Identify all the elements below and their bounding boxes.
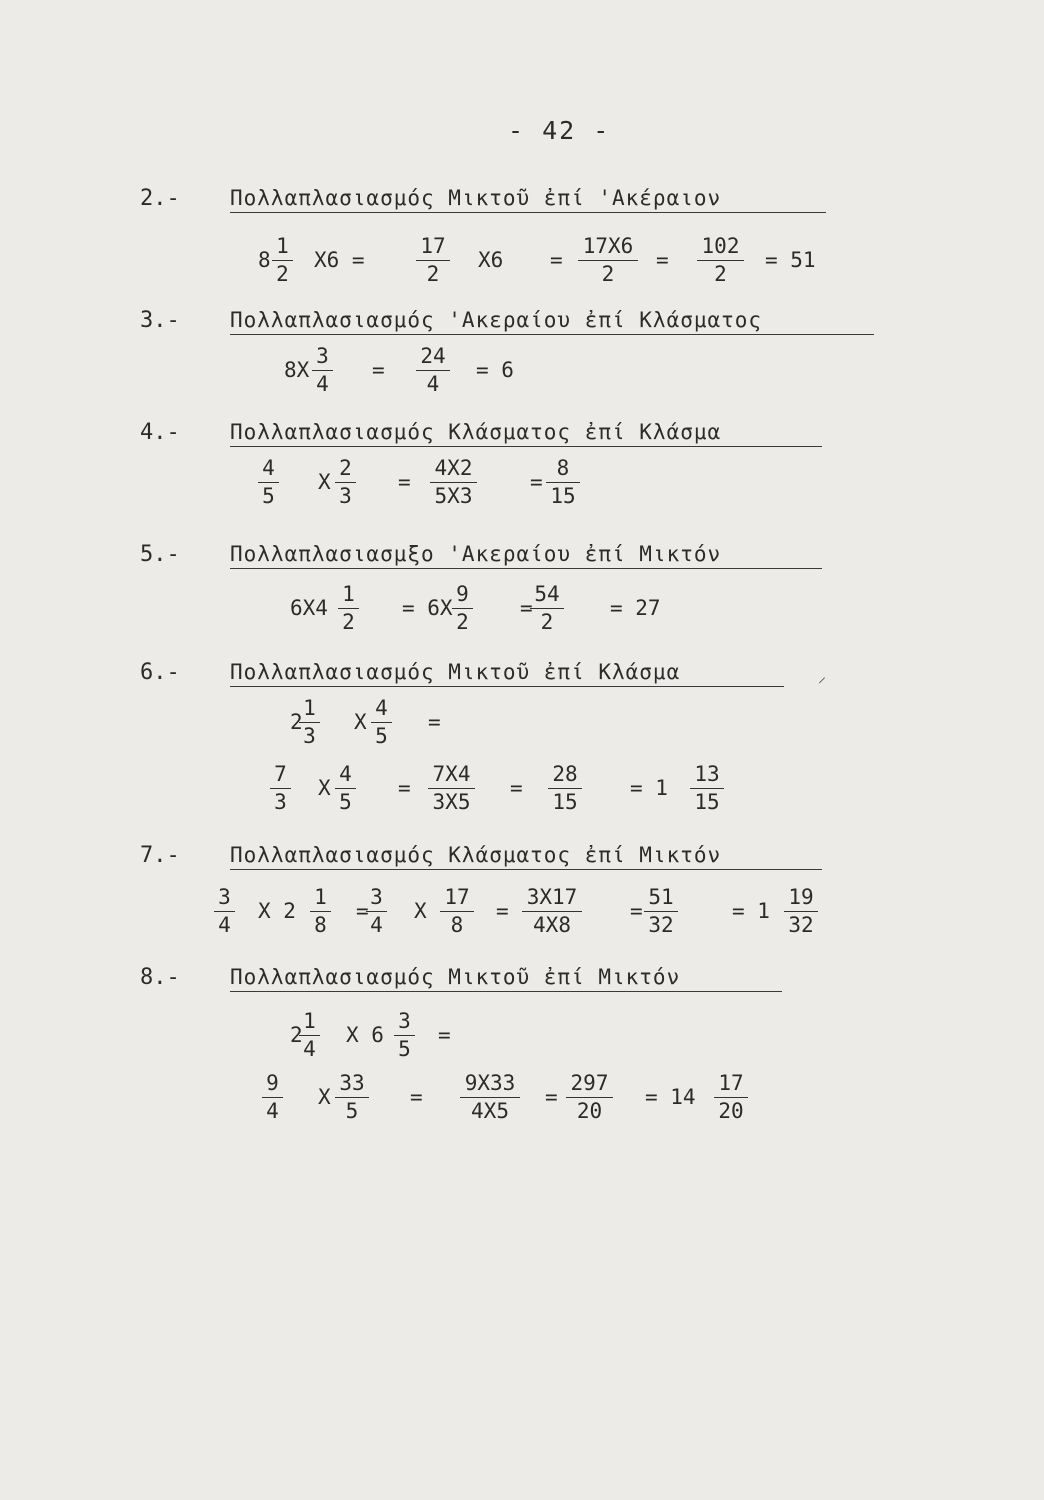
equation-line — [0, 454, 900, 510]
fraction-numerator: 17X6 — [582, 234, 634, 258]
fraction-bar — [690, 788, 724, 789]
fraction-bar — [566, 1097, 613, 1098]
fraction — [270, 232, 295, 288]
fraction-bar — [428, 788, 475, 789]
fraction-denominator: 20 — [718, 1099, 744, 1123]
equation-term: = 1 — [732, 899, 770, 923]
fraction-denominator: 3 — [274, 790, 287, 814]
fraction-denominator: 5 — [398, 1037, 411, 1061]
fraction — [450, 580, 475, 636]
equation-term: = — [398, 776, 411, 800]
exercise-number: 6.- — [140, 660, 180, 685]
fraction — [212, 883, 237, 939]
fraction-bar — [366, 911, 387, 912]
exercise-title: Πολλαπλασιασμός Μικτοῦ ἐπί 'Ακέραιον — [230, 186, 826, 213]
equation-term: = 1 — [630, 776, 668, 800]
fraction-numerator: 1 — [303, 1009, 316, 1033]
fraction-denominator: 4 — [303, 1037, 316, 1061]
fraction — [333, 760, 358, 816]
equation-term: 2 — [290, 710, 303, 734]
fraction-numerator: 17 — [444, 885, 470, 909]
fraction — [438, 883, 476, 939]
fraction-numerator: 1 — [303, 696, 316, 720]
fraction — [414, 232, 452, 288]
fraction-bar — [548, 788, 582, 789]
fraction-denominator: 2 — [342, 610, 355, 634]
fraction-bar — [270, 788, 291, 789]
equation-term: = 27 — [610, 596, 661, 620]
fraction-bar — [452, 608, 473, 609]
page-number: - 42 - — [508, 116, 611, 145]
fraction-denominator: 5 — [375, 724, 388, 748]
fraction-bar — [310, 911, 331, 912]
fraction-denominator: 3X5 — [432, 790, 471, 814]
fraction-numerator: 4 — [262, 456, 275, 480]
equation-line — [0, 760, 900, 816]
equation-term: 2 — [290, 1023, 303, 1047]
fraction-denominator: 4 — [316, 372, 329, 396]
fraction-bar — [371, 722, 392, 723]
equation-line — [0, 883, 900, 939]
fraction-denominator: 3 — [339, 484, 352, 508]
equation-term: = — [356, 899, 369, 923]
fraction-bar — [258, 482, 279, 483]
fraction-numerator: 3 — [398, 1009, 411, 1033]
fraction-numerator: 102 — [701, 234, 740, 258]
fraction-denominator: 4X5 — [471, 1099, 509, 1123]
fraction — [333, 454, 358, 510]
fraction-numerator: 28 — [552, 762, 578, 786]
fraction-numerator: 1 — [276, 234, 289, 258]
equation-term: = 51 — [765, 248, 816, 272]
fraction-denominator: 5X3 — [434, 484, 473, 508]
equation-term: X — [354, 710, 367, 734]
fraction-denominator: 5 — [339, 790, 352, 814]
fraction-denominator: 2 — [540, 610, 554, 634]
fraction-denominator: 5 — [262, 484, 275, 508]
equation-term: = — [545, 1085, 558, 1109]
exercise-number: 2.- — [140, 186, 180, 211]
exercise-title: Πολλαπλασιασμός Κλάσματος ἐπί Κλάσμα — [230, 420, 822, 447]
fraction — [688, 760, 726, 816]
fraction-numerator: 4 — [339, 762, 352, 786]
equation-term: X6 = — [314, 248, 365, 272]
equation-term: = — [438, 1023, 451, 1047]
equation-term: = — [656, 248, 669, 272]
equation-term: = — [630, 899, 643, 923]
fraction — [297, 694, 322, 750]
equation-term: X — [318, 470, 331, 494]
fraction-bar — [784, 911, 818, 912]
fraction — [364, 883, 389, 939]
equation-term: = 6X — [402, 596, 453, 620]
fraction-bar — [416, 370, 450, 371]
equation-term: = — [428, 710, 441, 734]
fraction — [414, 342, 452, 398]
fraction — [528, 580, 566, 636]
fraction — [544, 454, 582, 510]
fraction-bar — [272, 260, 293, 261]
fraction — [392, 1007, 417, 1063]
equation-line — [0, 1007, 900, 1063]
fraction-bar — [460, 1097, 520, 1098]
equation-line — [0, 694, 900, 750]
exercise-number: 8.- — [140, 965, 180, 990]
fraction-bar — [714, 1097, 748, 1098]
exercise-number: 7.- — [140, 843, 180, 868]
fraction — [369, 694, 394, 750]
fraction-bar — [312, 370, 333, 371]
equation-term: 8X — [284, 358, 310, 382]
equation-line — [0, 342, 900, 398]
fraction-numerator: 24 — [420, 344, 446, 368]
equation-term: X 2 — [258, 899, 296, 923]
fraction-numerator: 17 — [420, 234, 446, 258]
equation-term: X — [318, 1085, 331, 1109]
fraction — [576, 232, 640, 288]
fraction-numerator: 2 — [339, 456, 352, 480]
fraction-numerator: 9 — [266, 1071, 279, 1095]
fraction-numerator: 1 — [342, 582, 355, 606]
fraction — [268, 760, 293, 816]
equation-term: X 6 — [346, 1023, 384, 1047]
fraction-numerator: 297 — [570, 1071, 609, 1095]
fraction-numerator: 1 — [314, 885, 327, 909]
margin-mark: ⸝ — [818, 667, 827, 686]
fraction-numerator: 13 — [694, 762, 720, 786]
fraction-denominator: 15 — [550, 484, 576, 508]
fraction — [695, 232, 746, 288]
fraction-numerator: 3X17 — [526, 885, 578, 909]
exercise-title: Πολλαπλασιασμός Μικτοῦ ἐπί Κλάσμα — [230, 660, 784, 687]
fraction — [308, 883, 333, 939]
fraction-bar — [335, 788, 356, 789]
equation-term: = — [372, 358, 385, 382]
fraction — [642, 883, 680, 939]
fraction-denominator: 2 — [714, 262, 727, 286]
fraction-numerator: 9 — [456, 582, 469, 606]
fraction-denominator: 8 — [314, 913, 327, 937]
equation-term: X6 — [478, 248, 504, 272]
fraction-bar — [440, 911, 474, 912]
fraction-denominator: 5 — [345, 1099, 359, 1123]
fraction-denominator: 4 — [266, 1099, 279, 1123]
fraction-denominator: 2 — [456, 610, 469, 634]
fraction-numerator: 17 — [718, 1071, 744, 1095]
fraction-numerator: 9X33 — [464, 1071, 516, 1095]
fraction-bar — [335, 1097, 369, 1098]
fraction-numerator: 33 — [339, 1071, 365, 1095]
fraction — [333, 1069, 371, 1125]
fraction — [260, 1069, 285, 1125]
fraction-denominator: 3 — [303, 724, 316, 748]
equation-term: = — [496, 899, 509, 923]
fraction-bar — [644, 911, 678, 912]
equation-line — [0, 232, 900, 288]
fraction-numerator: 3 — [218, 885, 231, 909]
fraction-denominator: 4X8 — [533, 913, 571, 937]
fraction-denominator: 4 — [218, 913, 231, 937]
equation-line — [0, 1069, 900, 1125]
fraction — [458, 1069, 522, 1125]
fraction-denominator: 8 — [450, 913, 464, 937]
fraction-bar — [338, 608, 359, 609]
fraction-denominator: 2 — [601, 262, 615, 286]
fraction-denominator: 2 — [276, 262, 289, 286]
exercise-title: Πολλαπλασιασμός Κλάσματος ἐπί Μικτόν — [230, 843, 822, 870]
fraction-numerator: 7 — [274, 762, 287, 786]
fraction-bar — [214, 911, 235, 912]
fraction-numerator: 4X2 — [434, 456, 473, 480]
fraction — [336, 580, 361, 636]
fraction-denominator: 32 — [788, 913, 814, 937]
fraction-denominator: 20 — [576, 1099, 603, 1123]
equation-term: = 6 — [476, 358, 514, 382]
exercise-number: 4.- — [140, 420, 180, 445]
fraction-denominator: 2 — [426, 262, 440, 286]
fraction-numerator: 8 — [556, 456, 570, 480]
fraction-denominator: 4 — [370, 913, 383, 937]
equation-term: = — [530, 470, 543, 494]
equation-term: = 14 — [645, 1085, 696, 1109]
fraction-numerator: 3 — [316, 344, 329, 368]
fraction-bar — [697, 260, 744, 261]
fraction-denominator: 15 — [694, 790, 720, 814]
fraction-bar — [522, 911, 582, 912]
fraction — [297, 1007, 322, 1063]
fraction-bar — [299, 1035, 320, 1036]
fraction-numerator: 3 — [370, 885, 383, 909]
fraction-bar — [299, 722, 320, 723]
equation-term: 6X4 — [290, 596, 328, 620]
fraction — [310, 342, 335, 398]
exercise-title: Πολλαπλασιασμξο 'Ακεραίου ἐπί Μικτόν — [230, 542, 822, 569]
fraction-bar — [335, 482, 356, 483]
fraction-denominator: 4 — [426, 372, 440, 396]
equation-term: = — [398, 470, 411, 494]
equation-term: X — [318, 776, 331, 800]
equation-term: = — [510, 776, 523, 800]
fraction-bar — [416, 260, 450, 261]
fraction-bar — [394, 1035, 415, 1036]
fraction-bar — [546, 482, 580, 483]
fraction-denominator: 15 — [552, 790, 578, 814]
equation-line — [0, 580, 900, 636]
exercise-number: 3.- — [140, 308, 180, 333]
fraction — [426, 760, 477, 816]
equation-term: = — [410, 1085, 423, 1109]
fraction — [546, 760, 584, 816]
fraction — [428, 454, 479, 510]
exercise-title: Πολλαπλασιασμός Μικτοῦ ἐπί Μικτόν — [230, 965, 782, 992]
fraction-numerator: 54 — [534, 582, 560, 606]
equation-term: 8 — [258, 248, 271, 272]
fraction-bar — [578, 260, 638, 261]
equation-term: = — [520, 596, 533, 620]
fraction-bar — [262, 1097, 283, 1098]
exercise-number: 5.- — [140, 542, 180, 567]
fraction-numerator: 4 — [375, 696, 388, 720]
fraction — [564, 1069, 615, 1125]
fraction-denominator: 32 — [648, 913, 674, 937]
fraction — [782, 883, 820, 939]
fraction-bar — [530, 608, 564, 609]
fraction — [712, 1069, 750, 1125]
fraction-numerator: 51 — [648, 885, 674, 909]
fraction — [256, 454, 281, 510]
fraction — [520, 883, 584, 939]
equation-term: = — [550, 248, 563, 272]
fraction-numerator: 7X4 — [432, 762, 471, 786]
equation-term: X — [414, 899, 427, 923]
fraction-bar — [430, 482, 477, 483]
fraction-numerator: 19 — [788, 885, 814, 909]
exercise-title: Πολλαπλασιασμός 'Ακεραίου ἐπί Κλάσματος — [230, 308, 874, 335]
